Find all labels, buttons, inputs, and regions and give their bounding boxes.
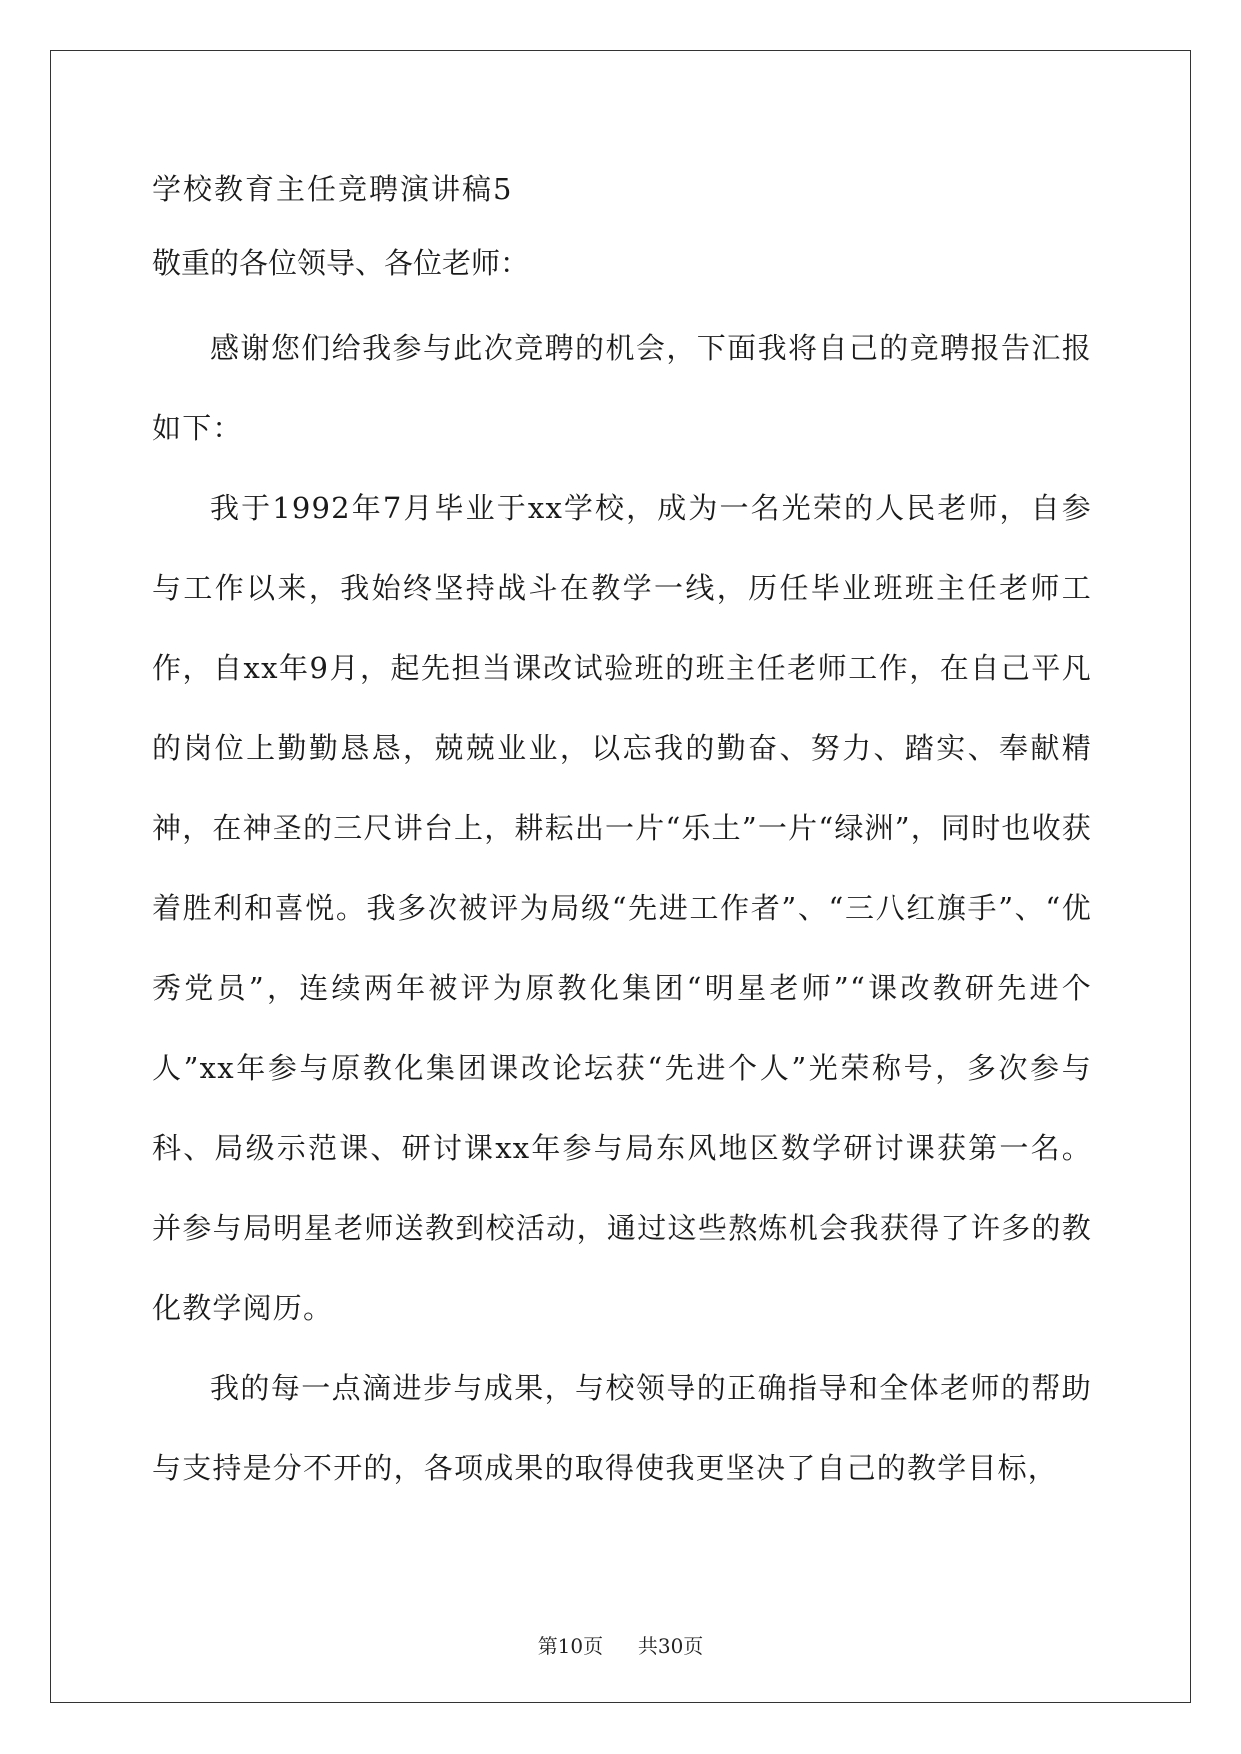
- paragraph-2: 我于1992年7月毕业于xx学校，成为一名光荣的人民老师，自参与工作以来，我始终坚持战斗在教学一线，历任毕业班班主任老师工作，自xx年9月，起先担当课改试验班的班主任老师工作，在自己平凡的岗位上勤勤恳恳，兢兢业业，以忘我的勤奋、努力、踏实、奉献精神，在神圣的三尺讲台上，耕耘出一片“乐土”一片“绿洲”，同时也收获着胜利和喜悦。我多次被评为局级“先进工作者”、“三八红旗手”、“优秀党员”，连续两年被评为原教化集团“明星老师”“课改教研先进个人”xx年参与原教化集团课改论坛获“先进个人”光荣称号，多次参与科、局级示范课、研讨课xx年参与局东风地区数学研讨课获第一名。并参与局明星老师送教到校活动，通过这些熬炼机会我获得了许多的教化教学阅历。: [152, 491, 1092, 1325]
- document-body: [152, 165, 1092, 1508]
- salutation: 敬重的各位领导、各位老师：: [152, 246, 530, 280]
- paragraph-3: 我的每一点滴进步与成果，与校领导的正确指导和全体老师的帮助与支持是分不开的，各项成果的取得使我更坚决了自己的教学目标，: [152, 1371, 1092, 1485]
- page-number: 第10页: [537, 1634, 604, 1658]
- document-title: 学校教育主任竞聘演讲稿5: [152, 172, 514, 206]
- page-total: 共30页: [637, 1634, 704, 1658]
- page-footer: [0, 1630, 1241, 1659]
- paragraph-1: 感谢您们给我参与此次竞聘的机会，下面我将自己的竞聘报告汇报如下：: [152, 331, 1092, 445]
